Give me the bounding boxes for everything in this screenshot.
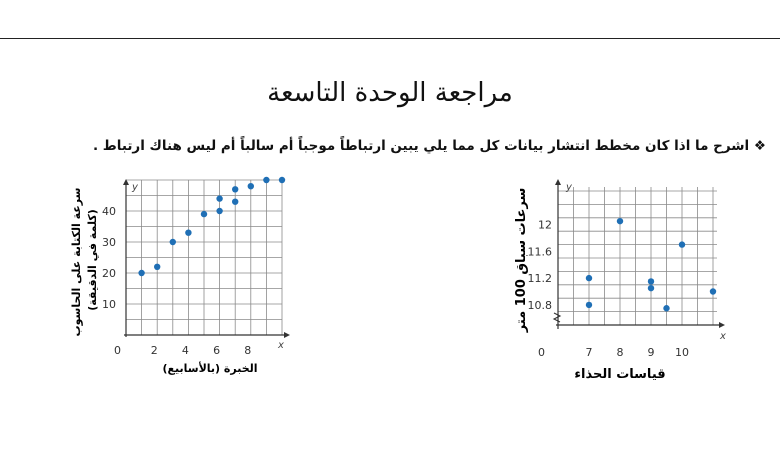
chart-grid xyxy=(558,187,717,325)
y-axis-letter: y xyxy=(566,182,572,193)
data-point xyxy=(648,285,654,291)
y-tick-label: 10 xyxy=(102,298,116,311)
x-tick-label: 10 xyxy=(675,346,689,359)
x-axis-letter: x xyxy=(278,340,284,351)
y-axis-label: سرعات سباق 100 متر xyxy=(514,187,529,333)
data-point xyxy=(648,278,654,284)
y-tick-label: 20 xyxy=(102,267,116,280)
x-tick-label: 8 xyxy=(244,344,252,357)
x-tick-label: 4 xyxy=(181,344,189,357)
data-point xyxy=(586,302,592,308)
x-axis-label: قياسات الحذاء xyxy=(574,367,666,382)
x-axis-label: الخبرة (بالأسابيع) xyxy=(162,362,258,375)
y-tick-label: 11.2 xyxy=(527,272,552,286)
data-point xyxy=(710,288,716,294)
page-title: مراجعة الوحدة التاسعة xyxy=(267,78,513,108)
y-axis-arrow xyxy=(555,179,561,185)
axis-break-mark xyxy=(554,313,560,322)
chart-axes xyxy=(554,179,725,329)
origin-label: 0 xyxy=(114,344,121,357)
data-point xyxy=(663,305,669,311)
x-tick-label: 8 xyxy=(616,346,624,359)
tick-labels xyxy=(528,182,727,359)
y-tick-label: 30 xyxy=(102,236,116,249)
x-tick-label: 2 xyxy=(150,344,158,357)
x-axis-letter: x xyxy=(720,331,726,342)
question-text: ❖ اشرح ما اذا كان مخطط انتشار بيانات كل مما يلي يبين ارتباطاً موجباً أم سالباً أم ليس هناك ارتباط . xyxy=(92,138,766,154)
data-point xyxy=(679,241,685,247)
x-axis-arrow xyxy=(719,322,725,328)
x-tick-label: 7 xyxy=(585,346,593,359)
y-tick-label: 10.8 xyxy=(527,298,552,312)
y-tick-label: 11.6 xyxy=(527,245,552,259)
y-tick-label: 40 xyxy=(102,205,116,218)
origin-label: 0 xyxy=(538,346,545,359)
data-point xyxy=(586,275,592,281)
y-axis-label-line2: (كلمة في الدقيقة) xyxy=(86,209,99,311)
x-tick-label: 9 xyxy=(647,346,655,359)
y-axis-letter: y xyxy=(132,182,138,193)
x-tick-label: 6 xyxy=(213,344,221,357)
y-tick-label: 12 xyxy=(538,218,552,232)
y-axis-label-line1: سرعة الكتابة على الحاسوب xyxy=(70,187,83,337)
data-point xyxy=(617,218,623,224)
